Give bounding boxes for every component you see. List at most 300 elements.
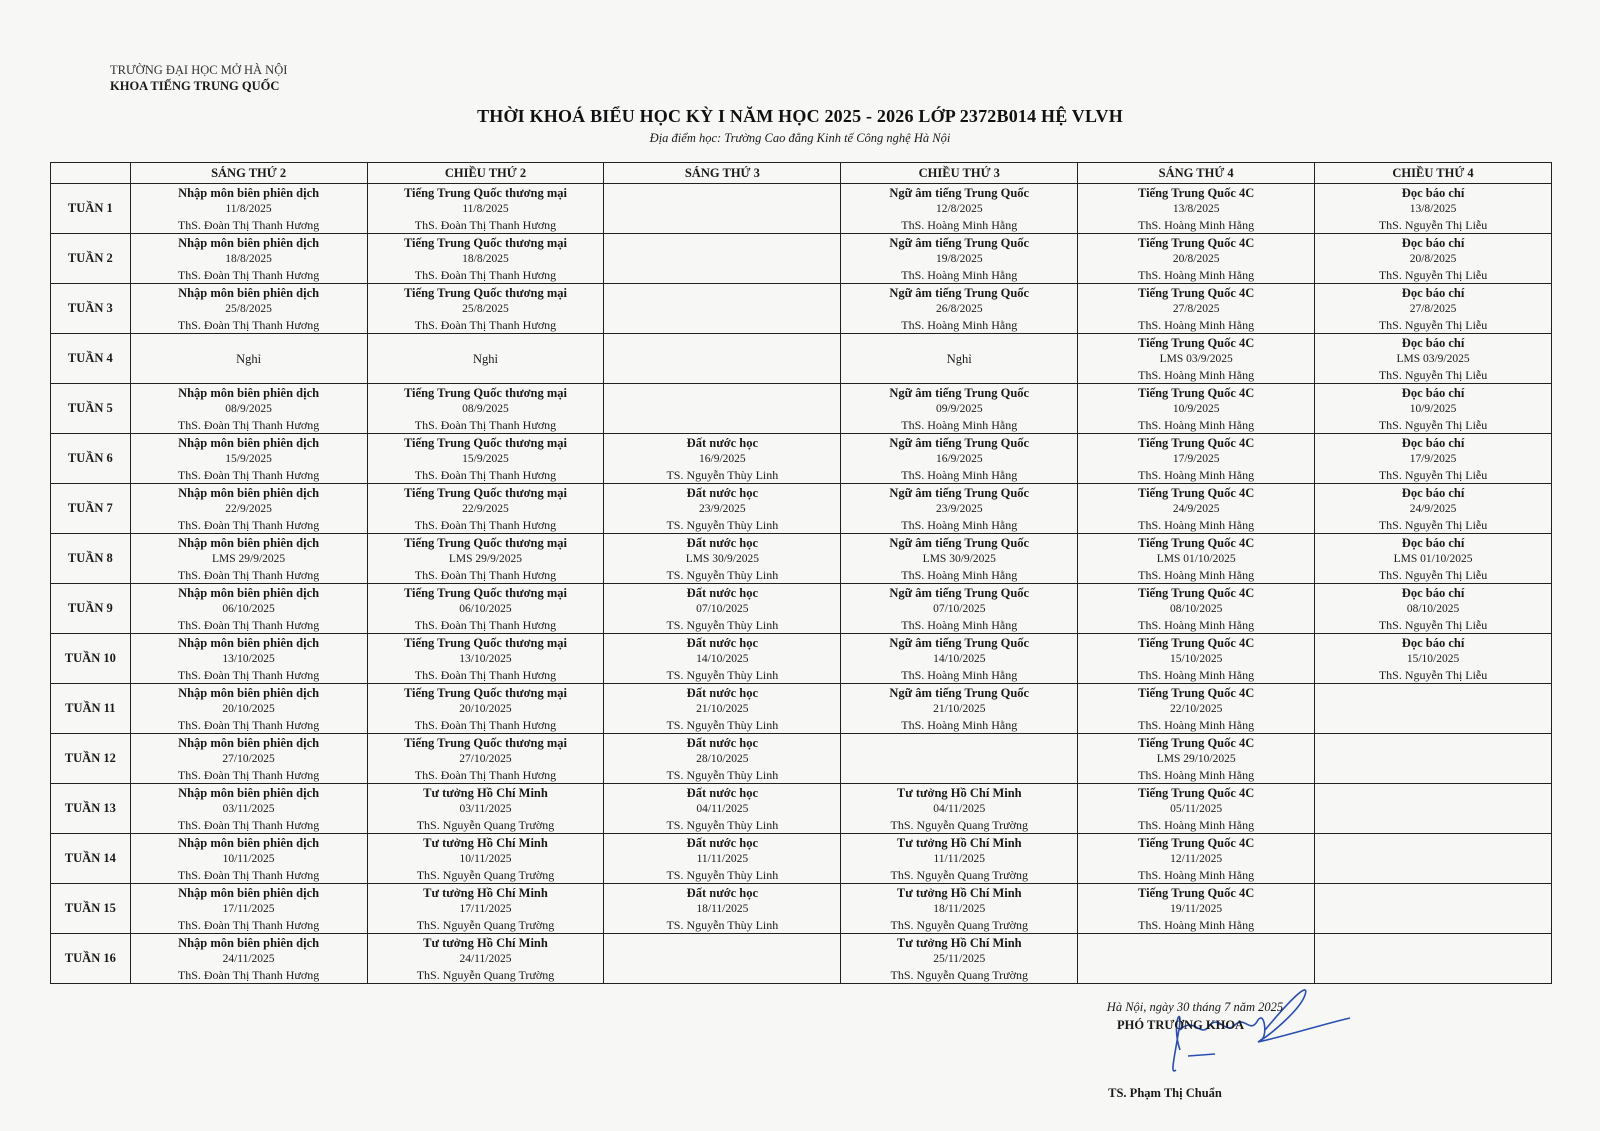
table-row: [51, 634, 1552, 684]
class-date: 17/9/2025: [1409, 452, 1457, 465]
class-date: LMS 03/9/2025: [1396, 352, 1470, 365]
timetable: [50, 162, 1552, 984]
week-label: TUẦN 1: [51, 184, 131, 234]
class-date: 11/8/2025: [225, 202, 272, 215]
teacher-name: ThS. Đoàn Thị Thanh Hương: [177, 567, 320, 582]
teacher-name: ThS. Hoàng Minh Hằng: [1138, 667, 1255, 682]
teacher-name: ThS. Hoàng Minh Hằng: [901, 467, 1018, 482]
teacher-name: ThS. Đoàn Thị Thanh Hương: [177, 767, 320, 782]
class-entry: [841, 185, 1077, 233]
teacher-name: ThS. Hoàng Minh Hằng: [901, 567, 1018, 582]
week-label: TUẦN 3: [51, 284, 131, 334]
class-date: LMS 01/10/2025: [1393, 552, 1473, 565]
class-entry: [1078, 835, 1314, 883]
class-entry: [604, 885, 840, 933]
class-date: 18/8/2025: [462, 252, 509, 265]
course-name: Đọc báo chí: [1401, 235, 1465, 250]
course-name: Tiếng Trung Quốc thương mại: [403, 235, 568, 250]
week-label: TUẦN 2: [51, 234, 131, 284]
teacher-name: ThS. Nguyễn Thị Liễu: [1378, 217, 1488, 232]
class-entry: [841, 535, 1077, 583]
schedule-cell: [367, 634, 604, 684]
class-entry: [368, 935, 604, 983]
class-entry: [1078, 285, 1314, 333]
class-date: 27/8/2025: [1172, 302, 1220, 315]
teacher-name: ThS. Nguyễn Thị Liễu: [1378, 517, 1488, 532]
holiday-note: Nghỉ: [472, 351, 498, 366]
class-entry: [604, 435, 840, 483]
schedule-cell: [367, 384, 604, 434]
class-entry: [604, 535, 840, 583]
schedule-cell: [130, 834, 367, 884]
corner-header: [51, 163, 131, 184]
course-name: Tư tưởng Hồ Chí Minh: [423, 785, 548, 800]
class-date: 24/9/2025: [1172, 502, 1220, 515]
class-date: 06/10/2025: [222, 602, 275, 615]
signer-role: PHÓ TRƯỞNG KHOA: [1117, 1018, 1245, 1032]
col-header: SÁNG THỨ 4: [1078, 163, 1315, 184]
teacher-name: ThS. Đoàn Thị Thanh Hương: [414, 667, 557, 682]
class-date: 23/9/2025: [699, 502, 746, 515]
class-date: 28/10/2025: [696, 752, 749, 765]
class-date: 07/10/2025: [933, 602, 986, 615]
teacher-name: ThS. Đoàn Thị Thanh Hương: [414, 517, 557, 532]
schedule-cell: [604, 184, 841, 234]
course-name: Tiếng Trung Quốc 4C: [1137, 335, 1255, 350]
class-date: LMS 03/9/2025: [1159, 352, 1233, 365]
teacher-name: ThS. Hoàng Minh Hằng: [1138, 567, 1255, 582]
class-entry: [368, 885, 604, 933]
class-entry: [368, 735, 604, 783]
class-entry: [1078, 485, 1314, 533]
course-name: Nhập môn biên phiên dịch: [178, 385, 320, 400]
schedule-cell: [841, 734, 1078, 784]
class-entry: [841, 485, 1077, 533]
schedule-cell: [130, 234, 367, 284]
teacher-name: ThS. Đoàn Thị Thanh Hương: [177, 717, 320, 732]
teacher-name: ThS. Nguyễn Quang Trường: [890, 867, 1029, 882]
week-label: TUẦN 11: [51, 684, 131, 734]
table-row: [51, 684, 1552, 734]
class-date: 03/11/2025: [459, 802, 512, 815]
schedule-cell: [130, 184, 367, 234]
class-date: 14/10/2025: [933, 652, 986, 665]
class-date: 10/9/2025: [1409, 402, 1457, 415]
course-name: Đọc báo chí: [1401, 185, 1465, 200]
teacher-name: ThS. Nguyễn Thị Liễu: [1378, 267, 1488, 282]
schedule-cell: [130, 884, 367, 934]
teacher-name: ThS. Đoàn Thị Thanh Hương: [177, 217, 320, 232]
class-date: 24/9/2025: [1409, 502, 1457, 515]
teacher-name: ThS. Đoàn Thị Thanh Hương: [414, 567, 557, 582]
col-header: CHIỀU THỨ 3: [841, 163, 1078, 184]
teacher-name: ThS. Hoàng Minh Hằng: [1138, 217, 1255, 232]
schedule-cell: [1078, 234, 1315, 284]
course-name: Ngữ âm tiếng Trung Quốc: [889, 385, 1030, 400]
teacher-name: TS. Nguyễn Thùy Linh: [666, 617, 779, 632]
schedule-cell: [1078, 884, 1315, 934]
teacher-name: ThS. Nguyễn Thị Liễu: [1378, 317, 1488, 332]
schedule-cell: [1315, 334, 1552, 384]
class-entry: [1315, 385, 1551, 433]
class-entry: [131, 785, 367, 833]
class-entry: [368, 185, 604, 233]
class-date: 12/11/2025: [1170, 852, 1223, 865]
schedule-cell: [604, 634, 841, 684]
class-entry: [604, 685, 840, 733]
schedule-cell: [604, 684, 841, 734]
class-date: 18/11/2025: [933, 902, 986, 915]
schedule-cell: [367, 484, 604, 534]
class-date: 19/8/2025: [935, 252, 983, 265]
class-date: 13/10/2025: [222, 652, 275, 665]
class-entry: [1078, 635, 1314, 683]
teacher-name: ThS. Đoàn Thị Thanh Hương: [177, 967, 320, 982]
teacher-name: ThS. Hoàng Minh Hằng: [1138, 717, 1255, 732]
schedule-cell: [604, 784, 841, 834]
course-name: Nhập môn biên phiên dịch: [178, 785, 320, 800]
class-date: 24/11/2025: [222, 952, 275, 965]
schedule-cell: [841, 834, 1078, 884]
class-date: 11/11/2025: [696, 852, 749, 865]
schedule-cell: [1315, 534, 1552, 584]
class-date: 08/9/2025: [225, 402, 272, 415]
course-name: Tư tưởng Hồ Chí Minh: [896, 835, 1022, 850]
course-name: Nhập môn biên phiên dịch: [178, 535, 320, 550]
course-name: Tiếng Trung Quốc 4C: [1137, 635, 1255, 650]
class-entry: [131, 385, 367, 433]
class-entry: [1315, 535, 1551, 583]
class-entry: [131, 685, 367, 733]
class-entry: [1078, 885, 1314, 933]
teacher-name: ThS. Hoàng Minh Hằng: [1138, 867, 1255, 882]
schedule-cell: [367, 734, 604, 784]
course-name: Tư tưởng Hồ Chí Minh: [423, 935, 548, 950]
teacher-name: TS. Nguyễn Thùy Linh: [666, 917, 779, 932]
course-name: Tiếng Trung Quốc 4C: [1137, 485, 1255, 500]
table-row: [51, 284, 1552, 334]
class-entry: [1078, 785, 1314, 833]
schedule-cell: [841, 234, 1078, 284]
teacher-name: ThS. Nguyễn Quang Trường: [416, 817, 555, 832]
class-date: 25/8/2025: [462, 302, 509, 315]
week-label: TUẦN 16: [51, 934, 131, 984]
class-entry: [841, 435, 1077, 483]
teacher-name: TS. Nguyễn Thùy Linh: [666, 867, 779, 882]
schedule-cell: [367, 784, 604, 834]
schedule-cell: [1078, 834, 1315, 884]
course-name: Ngữ âm tiếng Trung Quốc: [889, 435, 1030, 450]
teacher-name: ThS. Hoàng Minh Hằng: [1138, 517, 1255, 532]
schedule-cell: [367, 234, 604, 284]
course-name: Ngữ âm tiếng Trung Quốc: [889, 235, 1030, 250]
teacher-name: ThS. Đoàn Thị Thanh Hương: [414, 317, 557, 332]
class-entry: [1315, 585, 1551, 633]
class-date: 10/9/2025: [1172, 402, 1220, 415]
class-date: 05/11/2025: [1170, 802, 1223, 815]
class-entry: [604, 585, 840, 633]
table-row: [51, 934, 1552, 984]
class-entry: [604, 785, 840, 833]
class-date: 11/8/2025: [462, 202, 509, 215]
teacher-name: ThS. Đoàn Thị Thanh Hương: [177, 917, 320, 932]
teacher-name: ThS. Hoàng Minh Hằng: [901, 717, 1018, 732]
class-date: LMS 30/9/2025: [922, 552, 996, 565]
schedule-cell: [1078, 534, 1315, 584]
week-label: TUẦN 9: [51, 584, 131, 634]
class-entry: [1315, 485, 1551, 533]
schedule-cell: [1315, 184, 1552, 234]
signature-block: [1085, 1000, 1305, 1100]
class-entry: [841, 885, 1077, 933]
class-date: 15/10/2025: [1169, 652, 1223, 665]
schedule-cell: [841, 634, 1078, 684]
class-entry: [368, 435, 604, 483]
schedule-cell: [604, 734, 841, 784]
class-entry: [841, 785, 1077, 833]
class-entry: [1078, 685, 1314, 733]
schedule-cell: [604, 534, 841, 584]
class-entry: [131, 435, 367, 483]
course-name: Ngữ âm tiếng Trung Quốc: [889, 535, 1030, 550]
teacher-name: ThS. Đoàn Thị Thanh Hương: [414, 467, 557, 482]
class-entry: [841, 585, 1077, 633]
week-label: TUẦN 8: [51, 534, 131, 584]
class-date: 20/10/2025: [459, 702, 512, 715]
table-row: [51, 334, 1552, 384]
course-name: Đọc báo chí: [1401, 435, 1465, 450]
class-entry: [841, 935, 1077, 983]
class-entry: [131, 735, 367, 783]
schedule-cell: [130, 534, 367, 584]
schedule-cell: [841, 434, 1078, 484]
class-entry: [1315, 235, 1551, 283]
location-subtitle: Địa điểm học: Trường Cao đẳng Kinh tế Công nghệ Hà Nội: [649, 131, 951, 145]
teacher-name: ThS. Hoàng Minh Hằng: [901, 517, 1018, 532]
class-entry: [841, 385, 1077, 433]
table-row: [51, 884, 1552, 934]
schedule-cell: [841, 784, 1078, 834]
class-entry: [841, 835, 1077, 883]
teacher-name: ThS. Nguyễn Thị Liễu: [1378, 617, 1488, 632]
class-entry: [604, 635, 840, 683]
schedule-cell: [1315, 734, 1552, 784]
schedule-cell: [367, 684, 604, 734]
class-entry: [368, 285, 604, 333]
teacher-name: ThS. Nguyễn Quang Trường: [890, 817, 1029, 832]
schedule-cell: [841, 384, 1078, 434]
schedule-cell: [841, 184, 1078, 234]
teacher-name: ThS. Hoàng Minh Hằng: [1138, 817, 1255, 832]
course-name: Tiếng Trung Quốc 4C: [1137, 785, 1255, 800]
teacher-name: ThS. Đoàn Thị Thanh Hương: [177, 817, 320, 832]
schedule-cell: [130, 784, 367, 834]
class-entry: [1078, 585, 1314, 633]
schedule-cell: [841, 334, 1078, 384]
schedule-cell: [1078, 684, 1315, 734]
course-name: Đất nước học: [686, 885, 759, 900]
schedule-cell: [130, 434, 367, 484]
signer-name: TS. Phạm Thị Chuẩn: [1108, 1086, 1222, 1100]
class-entry: [604, 735, 840, 783]
course-name: Tư tưởng Hồ Chí Minh: [896, 935, 1022, 950]
course-name: Đất nước học: [686, 785, 759, 800]
course-name: Đọc báo chí: [1401, 335, 1465, 350]
course-name: Đất nước học: [686, 635, 759, 650]
schedule-cell: [130, 384, 367, 434]
class-date: 04/11/2025: [696, 802, 749, 815]
class-date: 25/8/2025: [225, 302, 272, 315]
teacher-name: ThS. Đoàn Thị Thanh Hương: [414, 217, 557, 232]
course-name: Tiếng Trung Quốc 4C: [1137, 585, 1255, 600]
class-date: 18/11/2025: [696, 902, 749, 915]
class-entry: [1078, 735, 1314, 783]
teacher-name: ThS. Hoàng Minh Hằng: [901, 617, 1018, 632]
class-date: 15/9/2025: [462, 452, 509, 465]
course-name: Tiếng Trung Quốc thương mại: [403, 685, 568, 700]
class-entry: [1078, 435, 1314, 483]
class-entry: [368, 485, 604, 533]
course-name: Tiếng Trung Quốc thương mại: [403, 185, 568, 200]
schedule-cell: [1078, 784, 1315, 834]
week-label: TUẦN 13: [51, 784, 131, 834]
teacher-name: TS. Nguyễn Thùy Linh: [666, 567, 779, 582]
class-date: 08/10/2025: [1169, 602, 1223, 615]
schedule-cell: [1315, 284, 1552, 334]
teacher-name: ThS. Hoàng Minh Hằng: [901, 667, 1018, 682]
schedule-cell: [1078, 934, 1315, 984]
class-entry: [131, 935, 367, 983]
class-entry: [1315, 285, 1551, 333]
table-row: [51, 184, 1552, 234]
schedule-cell: [604, 384, 841, 434]
page-title: THỜI KHOÁ BIỂU HỌC KỲ I NĂM HỌC 2025 - 2026 LỚP 2372B014 HỆ VLVH: [477, 106, 1123, 126]
week-label: TUẦN 5: [51, 384, 131, 434]
teacher-name: ThS. Hoàng Minh Hằng: [901, 267, 1018, 282]
table-row: [51, 834, 1552, 884]
class-date: 06/10/2025: [459, 602, 512, 615]
course-name: Ngữ âm tiếng Trung Quốc: [889, 635, 1030, 650]
class-date: 16/9/2025: [935, 452, 983, 465]
teacher-name: ThS. Nguyễn Thị Liễu: [1378, 467, 1488, 482]
teacher-name: ThS. Hoàng Minh Hằng: [1138, 317, 1255, 332]
class-date: 20/10/2025: [222, 702, 275, 715]
course-name: Ngữ âm tiếng Trung Quốc: [889, 285, 1030, 300]
teacher-name: ThS. Hoàng Minh Hằng: [901, 417, 1018, 432]
schedule-cell: [841, 534, 1078, 584]
class-entry: [368, 535, 604, 583]
class-entry: [604, 485, 840, 533]
class-date: 27/8/2025: [1409, 302, 1457, 315]
class-date: 22/9/2025: [225, 502, 272, 515]
class-entry: [1078, 535, 1314, 583]
course-name: Tiếng Trung Quốc 4C: [1137, 835, 1255, 850]
class-date: 04/11/2025: [933, 802, 986, 815]
teacher-name: ThS. Nguyễn Quang Trường: [890, 917, 1029, 932]
class-date: LMS 30/9/2025: [685, 552, 759, 565]
course-name: Đất nước học: [686, 535, 759, 550]
class-date: LMS 29/9/2025: [212, 552, 286, 565]
schedule-cell: [1078, 334, 1315, 384]
schedule-cell: [841, 284, 1078, 334]
week-label: TUẦN 14: [51, 834, 131, 884]
class-entry: [131, 635, 367, 683]
schedule-cell: [367, 534, 604, 584]
week-label: TUẦN 12: [51, 734, 131, 784]
class-date: 24/11/2025: [459, 952, 512, 965]
schedule-cell: [1315, 434, 1552, 484]
course-name: Tư tưởng Hồ Chí Minh: [896, 785, 1022, 800]
course-name: Nhập môn biên phiên dịch: [178, 835, 320, 850]
schedule-cell: [1315, 584, 1552, 634]
schedule-cell: [1078, 634, 1315, 684]
schedule-cell: [1315, 684, 1552, 734]
teacher-name: ThS. Hoàng Minh Hằng: [1138, 417, 1255, 432]
schedule-cell: [1078, 484, 1315, 534]
schedule-cell: [1078, 734, 1315, 784]
teacher-name: TS. Nguyễn Thùy Linh: [666, 667, 779, 682]
course-name: Nhập môn biên phiên dịch: [178, 685, 320, 700]
place-date: Hà Nội, ngày 30 tháng 7 năm 2025: [1106, 1000, 1284, 1014]
holiday-note: Nghỉ: [946, 351, 972, 366]
teacher-name: ThS. Nguyễn Quang Trường: [416, 917, 555, 932]
class-entry: [368, 585, 604, 633]
teacher-name: ThS. Nguyễn Quang Trường: [890, 967, 1029, 982]
teacher-name: ThS. Đoàn Thị Thanh Hương: [414, 267, 557, 282]
university-name: TRƯỜNG ĐẠI HỌC MỞ HÀ NỘI: [110, 63, 288, 77]
schedule-cell: [130, 334, 367, 384]
class-date: 20/8/2025: [1409, 252, 1457, 265]
course-name: Tiếng Trung Quốc 4C: [1137, 535, 1255, 550]
holiday-note: Nghỉ: [236, 351, 262, 366]
course-name: Tiếng Trung Quốc thương mại: [403, 535, 568, 550]
teacher-name: ThS. Hoàng Minh Hằng: [1138, 617, 1255, 632]
schedule-cell: [130, 584, 367, 634]
faculty-name: KHOA TIẾNG TRUNG QUỐC: [110, 79, 280, 93]
course-name: Tiếng Trung Quốc thương mại: [403, 635, 568, 650]
course-name: Nhập môn biên phiên dịch: [178, 735, 320, 750]
class-entry: [604, 835, 840, 883]
class-entry: [131, 835, 367, 883]
schedule-cell: [1315, 934, 1552, 984]
class-entry: [131, 235, 367, 283]
class-date: 13/8/2025: [1409, 202, 1457, 215]
schedule-cell: [367, 334, 604, 384]
class-date: 13/8/2025: [1172, 202, 1220, 215]
teacher-name: ThS. Nguyễn Quang Trường: [416, 967, 555, 982]
schedule-cell: [1315, 484, 1552, 534]
course-name: Ngữ âm tiếng Trung Quốc: [889, 685, 1030, 700]
class-date: 27/10/2025: [222, 752, 275, 765]
course-name: Đọc báo chí: [1401, 535, 1465, 550]
class-date: 17/11/2025: [459, 902, 512, 915]
class-entry: [368, 385, 604, 433]
col-header: CHIỀU THỨ 4: [1315, 163, 1552, 184]
course-name: Ngữ âm tiếng Trung Quốc: [889, 585, 1030, 600]
class-date: 27/10/2025: [459, 752, 512, 765]
course-name: Tiếng Trung Quốc thương mại: [403, 585, 568, 600]
class-date: 16/9/2025: [699, 452, 746, 465]
teacher-name: ThS. Đoàn Thị Thanh Hương: [177, 867, 320, 882]
class-entry: [1078, 385, 1314, 433]
course-name: Tiếng Trung Quốc 4C: [1137, 185, 1255, 200]
class-date: 10/11/2025: [459, 852, 512, 865]
course-name: Tiếng Trung Quốc 4C: [1137, 435, 1255, 450]
course-name: Đất nước học: [686, 685, 759, 700]
schedule-cell: [604, 884, 841, 934]
course-name: Tiếng Trung Quốc thương mại: [403, 285, 568, 300]
teacher-name: ThS. Hoàng Minh Hằng: [901, 217, 1018, 232]
